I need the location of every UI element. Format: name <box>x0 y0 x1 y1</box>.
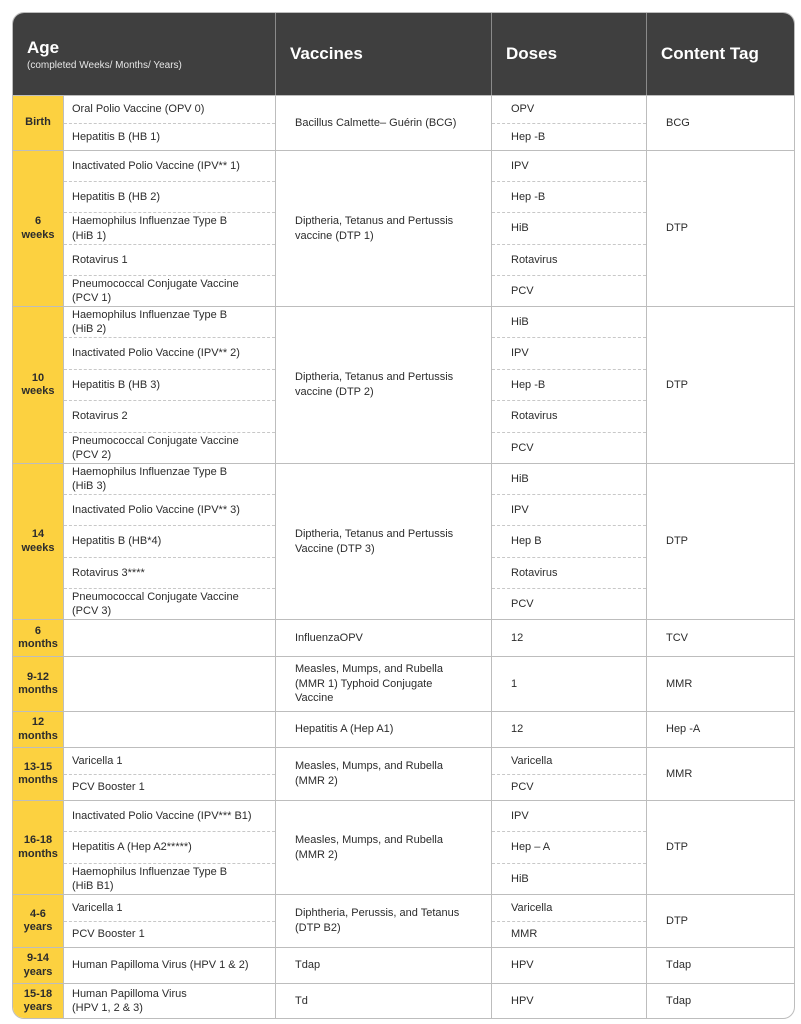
dose-item: Hep B <box>492 525 646 556</box>
content-tag-cell <box>646 948 794 983</box>
content-tag: DTP <box>666 914 688 927</box>
vaccine-item: Haemophilus Influenzae Type B (HiB 3) <box>72 465 228 493</box>
vaccine-list-cell <box>63 96 275 150</box>
dose-item: PCV <box>492 774 646 801</box>
content-tag: DTP <box>666 841 688 854</box>
doses-cell <box>491 307 646 463</box>
table-row <box>13 95 794 150</box>
dose-item: Varicella <box>511 754 553 767</box>
doses-cell <box>491 712 646 747</box>
dose-item: Hep -B <box>492 181 646 212</box>
table-row <box>13 747 794 800</box>
content-tag-cell <box>646 96 794 150</box>
dose-item: Rotavirus <box>492 400 646 431</box>
table-row <box>13 306 794 463</box>
dose-item: Hep -B <box>492 123 646 151</box>
vaccine-list-cell <box>63 895 275 947</box>
content-tag: Hep -A <box>666 723 701 736</box>
vaccine-item: Pneumococcal Conjugate Vaccine (PCV 3) <box>64 588 275 619</box>
vaccine-list-cell <box>63 801 275 894</box>
content-tag: MMR <box>666 767 693 780</box>
dose-item: 12 <box>511 631 524 644</box>
vaccine-item: Hepatitis B (HB 2) <box>64 181 275 212</box>
dose-item: HPV <box>511 994 534 1007</box>
content-tag-cell <box>646 151 794 306</box>
vaccine-list-cell <box>63 984 275 1018</box>
vaccine-list-cell <box>63 657 275 711</box>
vaccines-cell <box>275 895 491 947</box>
vaccines-cell <box>275 620 491 656</box>
vaccine-name: Diptheria, Tetanus and Pertussis vaccine (DTP 1) <box>295 214 454 242</box>
doses-cell <box>491 464 646 619</box>
dose-item: 1 <box>511 677 518 690</box>
header-doses-label: Doses <box>506 44 558 63</box>
doses-cell <box>491 748 646 800</box>
vaccine-item: Pneumococcal Conjugate Vaccine (PCV 2) <box>64 432 275 463</box>
header-vaccines <box>275 13 491 95</box>
content-tag-cell <box>646 895 794 947</box>
content-tag-cell <box>646 307 794 463</box>
age-cell: 6 weeks <box>13 151 63 306</box>
header-age <box>13 13 275 95</box>
header-content-tag <box>646 13 794 95</box>
dose-item: Varicella <box>511 901 553 914</box>
dose-item: IPV <box>511 810 529 823</box>
vaccine-name: Measles, Mumps, and Rubella (MMR 2) <box>295 833 443 861</box>
age-cell: Birth <box>13 96 63 150</box>
age-cell: 14 weeks <box>13 464 63 619</box>
doses-cell <box>491 948 646 983</box>
content-tag-cell <box>646 748 794 800</box>
dose-item: IPV <box>511 159 529 172</box>
content-tag: Tdap <box>666 959 692 972</box>
vaccine-item: Inactivated Polio Vaccine (IPV** 1) <box>72 159 240 172</box>
doses-cell <box>491 984 646 1018</box>
table-row <box>13 656 794 711</box>
dose-item: 12 <box>511 723 524 736</box>
vaccine-item: Human Papilloma Virus (HPV 1 & 2) <box>72 959 249 972</box>
content-tag-cell <box>646 464 794 619</box>
vaccine-item <box>64 620 275 656</box>
table-row <box>13 894 794 947</box>
vaccine-item: Pneumococcal Conjugate Vaccine (PCV 1) <box>64 275 275 306</box>
vaccine-name: Diptheria, Tetanus and Pertussis vaccine (DTP 2) <box>295 371 454 398</box>
dose-item: IPV <box>492 337 646 368</box>
dose-item: IPV <box>492 494 646 525</box>
header-doses <box>491 13 646 95</box>
content-tag: DTP <box>666 535 688 548</box>
table-row <box>13 463 794 619</box>
age-cell: 12 months <box>13 712 63 747</box>
content-tag-cell <box>646 984 794 1018</box>
dose-item: Rotavirus <box>492 244 646 275</box>
table-row <box>13 711 794 747</box>
dose-item: HPV <box>511 959 534 972</box>
vaccine-item: Human Papilloma Virus (HPV 1, 2 & 3) <box>72 987 187 1014</box>
vaccine-item: Hepatitis B (HB 3) <box>64 369 275 400</box>
doses-cell <box>491 895 646 947</box>
dose-item: OPV <box>511 103 535 116</box>
vaccine-name: InfluenzaOPV <box>295 631 363 644</box>
age-cell: 4-6 years <box>13 895 63 947</box>
vaccines-cell <box>275 464 491 619</box>
content-tag-cell <box>646 712 794 747</box>
vaccine-item: Rotavirus 1 <box>64 244 275 275</box>
vaccines-cell <box>275 307 491 463</box>
age-cell: 10 weeks <box>13 307 63 463</box>
table-row <box>13 619 794 656</box>
vaccine-list-cell <box>63 712 275 747</box>
vaccines-cell <box>275 748 491 800</box>
age-cell: 13-15 months <box>13 748 63 800</box>
age-cell: 9-12 months <box>13 657 63 711</box>
vaccine-item: Inactivated Polio Vaccine (IPV*** B1) <box>72 810 252 823</box>
vaccine-name: Measles, Mumps, and Rubella (MMR 2) <box>295 760 443 787</box>
content-tag: DTP <box>666 378 688 391</box>
vaccines-cell <box>275 948 491 983</box>
vaccine-list-cell <box>63 307 275 463</box>
age-cell: 16-18 months <box>13 801 63 894</box>
vaccine-name: Bacillus Calmette– Guérin (BCG) <box>295 116 457 129</box>
vaccine-item: PCV Booster 1 <box>64 921 275 948</box>
vaccine-name: Measles, Mumps, and Rubella (MMR 1) Typhoid Conjugate Vaccine <box>295 662 443 705</box>
schedule-table <box>12 12 795 1019</box>
dose-item: HiB <box>511 472 529 485</box>
dose-item: MMR <box>492 921 646 948</box>
content-tag: TCV <box>666 631 688 644</box>
dose-item: Hep – A <box>492 831 646 862</box>
vaccine-item: Varicella 1 <box>72 754 123 767</box>
vaccines-cell <box>275 657 491 711</box>
doses-cell <box>491 657 646 711</box>
vaccines-cell <box>275 984 491 1018</box>
vaccine-name: Diptheria, Tetanus and Pertussis Vaccine (DTP 3) <box>295 527 454 555</box>
vaccine-item: Varicella 1 <box>72 901 123 914</box>
vaccine-list-cell <box>63 464 275 619</box>
age-cell: 15-18 years <box>13 984 63 1018</box>
vaccine-list-cell <box>63 151 275 306</box>
vaccine-item: Oral Polio Vaccine (OPV 0) <box>72 103 205 116</box>
content-tag: MMR <box>666 677 693 690</box>
content-tag-cell <box>646 801 794 894</box>
dose-item: HiB <box>492 863 646 894</box>
table-row <box>13 150 794 306</box>
table-header <box>13 13 794 95</box>
vaccine-item: Inactivated Polio Vaccine (IPV** 2) <box>64 337 275 368</box>
dose-item: HiB <box>492 212 646 243</box>
vaccine-item: PCV Booster 1 <box>64 774 275 801</box>
header-content-tag-label: Content Tag <box>661 44 759 63</box>
dose-item: PCV <box>492 588 646 619</box>
vaccine-item: Haemophilus Influenzae Type B (HiB 2) <box>72 308 228 336</box>
vaccine-list-cell <box>63 620 275 656</box>
table-row <box>13 800 794 894</box>
dose-item: PCV <box>492 275 646 306</box>
content-tag-cell <box>646 620 794 656</box>
vaccine-item: Inactivated Polio Vaccine (IPV** 3) <box>64 494 275 525</box>
vaccine-name: Td <box>295 994 308 1007</box>
dose-item: Hep -B <box>492 369 646 400</box>
doses-cell <box>491 801 646 894</box>
doses-cell <box>491 151 646 306</box>
vaccine-item: Haemophilus Influenzae Type B (HiB B1) <box>64 863 275 894</box>
doses-cell <box>491 96 646 150</box>
table-row <box>13 983 794 1018</box>
vaccine-item: Rotavirus 2 <box>64 400 275 431</box>
vaccine-item <box>64 712 275 747</box>
vaccines-cell <box>275 96 491 150</box>
vaccine-item <box>64 657 275 711</box>
vaccine-item: Hepatitis B (HB*4) <box>64 525 275 556</box>
dose-item: Rotavirus <box>492 557 646 588</box>
age-cell: 6 months <box>13 620 63 656</box>
header-age-subtitle: (completed Weeks/ Months/ Years) <box>27 59 182 71</box>
vaccine-item: Hepatitis A (Hep A2*****) <box>64 831 275 862</box>
content-tag: Tdap <box>666 994 692 1007</box>
vaccines-cell <box>275 801 491 894</box>
header-age-title: Age <box>27 37 60 57</box>
vaccines-cell <box>275 151 491 306</box>
dose-item: PCV <box>492 432 646 463</box>
doses-cell <box>491 620 646 656</box>
content-tag: BCG <box>666 116 690 129</box>
age-cell: 9-14 years <box>13 948 63 983</box>
vaccine-item: Rotavirus 3**** <box>64 557 275 588</box>
vaccine-name: Tdap <box>295 959 321 972</box>
header-vaccines-label: Vaccines <box>290 44 363 63</box>
table-row <box>13 947 794 983</box>
vaccine-item: Hepatitis B (HB 1) <box>64 123 275 151</box>
dose-item: HiB <box>511 316 529 329</box>
content-tag-cell <box>646 657 794 711</box>
vaccine-list-cell <box>63 948 275 983</box>
vaccine-name: Diphtheria, Perussis, and Tetanus (DTP B2) <box>295 907 460 934</box>
content-tag: DTP <box>666 222 688 235</box>
vaccine-list-cell <box>63 748 275 800</box>
vaccines-cell <box>275 712 491 747</box>
vaccine-item: Haemophilus Influenzae Type B (HiB 1) <box>64 212 275 243</box>
vaccine-name: Hepatitis A (Hep A1) <box>295 723 394 736</box>
